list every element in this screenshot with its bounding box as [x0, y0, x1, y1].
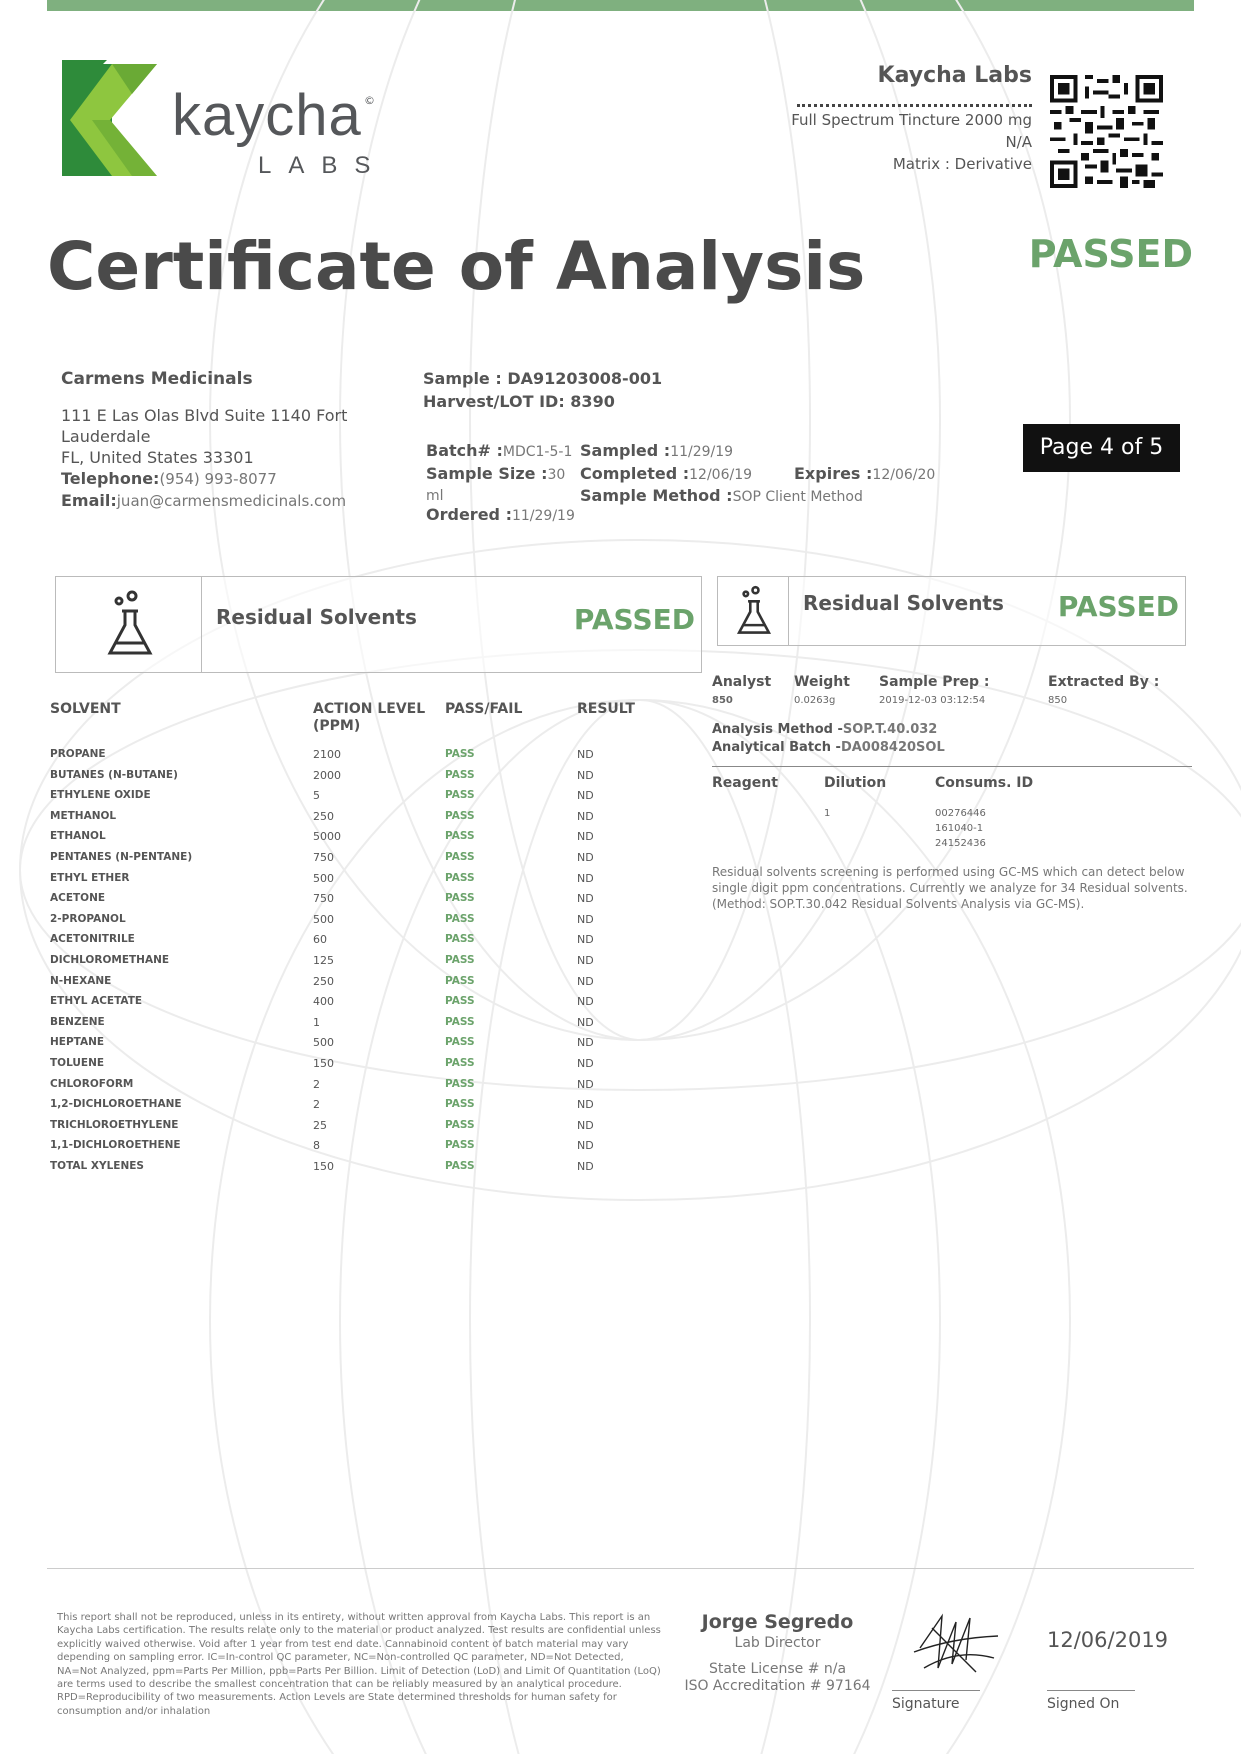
- sample-size-unit: [426, 485, 444, 504]
- action-level: 250: [313, 974, 334, 988]
- solvent-name: N-HEXANE: [50, 974, 112, 987]
- extracted-by-value: 850: [1048, 695, 1068, 706]
- table-row: [50, 954, 690, 975]
- state-license: State License # n/a: [708, 1661, 847, 1677]
- table-row: [50, 748, 690, 769]
- sample-label: Sample :: [423, 369, 502, 388]
- action-level: 1: [313, 1015, 320, 1029]
- expires-value: 12/06/20: [872, 467, 936, 483]
- flask-icon: [736, 585, 772, 637]
- pass-fail: PASS: [445, 1118, 475, 1131]
- result-value: ND: [577, 830, 594, 844]
- pass-fail: PASS: [445, 871, 475, 884]
- action-level: 2: [313, 1098, 320, 1112]
- pass-fail: PASS: [445, 995, 475, 1008]
- logo-subtitle: LABS: [258, 152, 388, 179]
- panel-title-right: Residual Solvents: [803, 591, 1004, 615]
- table-row: [50, 1160, 690, 1181]
- result-value: ND: [577, 995, 594, 1009]
- result-value: ND: [577, 789, 594, 803]
- solvent-name: ETHYL ETHER: [50, 871, 130, 884]
- result-value: ND: [577, 768, 594, 782]
- table-row: [50, 1016, 690, 1037]
- completed-label: Completed :: [580, 464, 690, 483]
- action-level: 500: [313, 871, 334, 885]
- pass-fail: PASS: [445, 1057, 475, 1069]
- table-row: [50, 995, 690, 1016]
- analytical-batch: [712, 740, 945, 755]
- disclaimer-text: This report shall not be reproduced, unless in its entirety, without written approval from Kaycha Labs. This report is an Kaycha Labs certification. The results relate only to the material or product analyzed. Test results are confidential unless explicitly waived otherwise. Void after 1 year from test end date. Cannabinoid content of batch material may vary depending on sampling error. IC=In-control QC parameter, NC=Non-controlled QC parameter, ND=Not Detected, NA=Not Analyzed, ppm=Parts Per Million, ppb=Parts Per Billion. Limit of Detection (LoD) and Limit Of Quantitation (LoQ) are terms used to describe the smallest concentration that can be reliably measured by an analytical procedure. RPD=Reproducibility of two measurements. Action Levels are State determined thresholds for human safety for consumption and/or inhalation: [57, 1612, 661, 1717]
- pass-fail: PASS: [445, 954, 475, 966]
- page-title: Certificate of Analysis: [47, 228, 866, 305]
- pass-fail: PASS: [445, 1036, 475, 1049]
- action-level: 5: [313, 789, 320, 803]
- logo-registered-mark: ©: [364, 94, 375, 107]
- batch-field: [426, 441, 572, 460]
- signature-label: Signature: [892, 1696, 960, 1712]
- lot-label: Harvest/LOT ID:: [423, 392, 565, 411]
- solvent-name: PROPANE: [50, 748, 106, 760]
- analysis-method-value: SOP.T.40.032: [842, 722, 938, 737]
- result-value: ND: [577, 1077, 594, 1091]
- sample-prep-value: 2019-12-03 03:12:54: [879, 695, 986, 706]
- logo-wordmark: kaycha: [172, 83, 362, 148]
- product-na: N/A: [1005, 133, 1032, 151]
- dilution-value: 1: [824, 808, 831, 819]
- method-note: Residual solvents screening is performed using GC-MS which can detect below single digit ppm concentrations. Currently we analyze for 34 Residual solvents. (Method: SOP.T.30.042 Residual Solvents Analysis via GC-MS).: [712, 865, 1188, 911]
- sample-size-unit-value: ml: [426, 488, 444, 504]
- table-row: [50, 789, 690, 810]
- analyst-value: 850: [712, 695, 733, 706]
- panel-icon-cell: [56, 577, 202, 672]
- solvent-name: HEPTANE: [50, 1036, 105, 1049]
- action-level: 2100: [313, 748, 341, 761]
- sampled-label: Sampled :: [580, 441, 671, 460]
- table-row: [50, 933, 690, 954]
- panel-icon-cell-right: [718, 577, 789, 645]
- panel-status-right: PASSED: [1057, 590, 1179, 623]
- action-level: 25: [313, 1118, 327, 1132]
- table-row: [50, 975, 690, 996]
- result-value: ND: [577, 954, 594, 967]
- table-row: [50, 1057, 690, 1078]
- reagent-label: Reagent: [712, 775, 778, 791]
- action-level: 2000: [313, 768, 341, 782]
- sample-size-value: 30: [547, 467, 566, 483]
- product-name: Full Spectrum Tincture 2000 mg: [791, 111, 1032, 129]
- telephone-value: (954) 993-8077: [159, 470, 277, 488]
- solvent-name: PENTANES (N-PENTANE): [50, 851, 193, 863]
- ordered-value: 11/29/19: [511, 508, 575, 524]
- signed-on-line: [1047, 1690, 1135, 1691]
- footer-divider: [47, 1568, 1194, 1569]
- iso-accreditation: ISO Accreditation # 97164: [684, 1678, 871, 1694]
- dotted-divider: [797, 104, 1032, 107]
- result-value: ND: [577, 912, 594, 926]
- extracted-by-label: Extracted By :: [1048, 674, 1160, 690]
- qr-code[interactable]: [1050, 75, 1163, 188]
- overall-status-badge: PASSED: [1028, 232, 1193, 276]
- sample-value: DA91203008-001: [507, 369, 663, 388]
- table-row: [50, 1119, 690, 1140]
- solvent-name: 1,2-DICHLOROETHANE: [50, 1098, 182, 1111]
- table-row: [50, 1036, 690, 1057]
- pass-fail: PASS: [445, 830, 475, 843]
- expires-field: [794, 464, 935, 483]
- solvent-name: TRICHLOROETHYLENE: [50, 1118, 179, 1131]
- result-value: ND: [577, 1015, 594, 1029]
- action-level: 150: [313, 1057, 334, 1070]
- panel-status-left: PASSED: [573, 603, 695, 636]
- action-level: 750: [313, 851, 334, 864]
- residual-solvents-panel-left: [55, 576, 702, 673]
- product-matrix: Matrix : Derivative: [892, 155, 1032, 173]
- col-header-action-unit: (PPM): [313, 718, 361, 734]
- result-value: ND: [577, 892, 594, 906]
- solvent-name: BUTANES (N-BUTANE): [50, 768, 178, 781]
- analyst-label: Analyst: [712, 674, 772, 690]
- solvent-name: ETHYL ACETATE: [50, 995, 143, 1008]
- client-address-line-3: FL, United States 33301: [61, 448, 254, 467]
- result-value: ND: [577, 871, 594, 885]
- ordered-label: Ordered :: [426, 505, 512, 524]
- weight-label: Weight: [794, 674, 850, 690]
- sample-method-label: Sample Method :: [580, 486, 733, 505]
- signer-title: Lab Director: [734, 1635, 821, 1651]
- dilution-label: Dilution: [824, 775, 887, 791]
- result-value: ND: [577, 974, 594, 988]
- consums-id-3: 24152436: [935, 838, 986, 849]
- pass-fail: PASS: [445, 1077, 475, 1090]
- client-email: [61, 490, 346, 512]
- residual-solvents-panel-right: [717, 576, 1186, 646]
- action-level: 5000: [313, 830, 341, 844]
- table-row: [50, 810, 690, 831]
- pass-fail: PASS: [445, 789, 475, 802]
- solvent-name: ETHANOL: [50, 830, 106, 843]
- table-row: [50, 851, 690, 872]
- col-header-result: RESULT: [577, 701, 635, 717]
- batch-label: Batch# :: [426, 441, 503, 460]
- analysis-method: [712, 722, 937, 737]
- client-name: Carmens Medicinals: [61, 369, 253, 389]
- sample-prep-label: Sample Prep :: [879, 674, 990, 690]
- pass-fail: PASS: [445, 748, 475, 760]
- result-value: ND: [577, 1118, 594, 1132]
- solvent-name: METHANOL: [50, 809, 117, 822]
- action-level: 400: [313, 995, 334, 1009]
- lot-value: 8390: [570, 392, 615, 411]
- pass-fail: PASS: [445, 851, 475, 863]
- action-level: 500: [313, 912, 334, 926]
- panel-title-left: Residual Solvents: [216, 605, 417, 629]
- telephone-label: Telephone:: [61, 469, 160, 488]
- table-row: [50, 872, 690, 893]
- solvent-name: ETHYLENE OXIDE: [50, 789, 151, 802]
- pass-fail: PASS: [445, 1160, 475, 1172]
- weight-value: 0.0263g: [794, 695, 836, 706]
- action-level: 125: [313, 954, 334, 967]
- col-header-action-level: [313, 701, 425, 735]
- solvent-name: TOTAL XYLENES: [50, 1160, 144, 1172]
- sample-size-label: Sample Size :: [426, 464, 548, 483]
- table-row: [50, 913, 690, 934]
- sample-method-field: [580, 486, 863, 505]
- pass-fail: PASS: [445, 933, 475, 946]
- analytical-batch-value: DA008420SOL: [840, 740, 945, 755]
- result-value: ND: [577, 1036, 594, 1050]
- pass-fail: PASS: [445, 892, 475, 905]
- completed-field: [580, 464, 752, 483]
- table-row: [50, 892, 690, 913]
- table-row: [50, 830, 690, 851]
- pass-fail: PASS: [445, 974, 475, 987]
- lab-name: Kaycha Labs: [877, 63, 1032, 88]
- signature-line: [892, 1690, 980, 1691]
- table-row: [50, 1078, 690, 1099]
- client-telephone: [61, 468, 277, 490]
- signature-image: [912, 1608, 1002, 1680]
- solvent-name: ACETONITRILE: [50, 933, 135, 946]
- col-header-solvent: SOLVENT: [50, 701, 121, 717]
- result-value: ND: [577, 933, 594, 947]
- sampled-field: [580, 441, 733, 460]
- lot-id: [423, 392, 615, 411]
- action-level: 150: [313, 1160, 334, 1173]
- sample-size-field: [426, 464, 565, 483]
- completed-value: 12/06/19: [689, 467, 753, 483]
- action-level: 2: [313, 1077, 320, 1091]
- details-divider: [712, 766, 1192, 767]
- result-value: ND: [577, 809, 594, 823]
- analysis-method-label: Analysis Method -: [712, 722, 843, 737]
- result-value: ND: [577, 851, 594, 864]
- consums-id-label: Consums. ID: [935, 775, 1034, 791]
- table-row: [50, 1139, 690, 1160]
- email-value: juan@carmensmedicinals.com: [116, 492, 347, 510]
- sample-id: [423, 369, 662, 388]
- solvent-name: DICHLOROMETHANE: [50, 954, 170, 966]
- expires-label: Expires :: [794, 464, 873, 483]
- action-level: 500: [313, 1036, 334, 1050]
- solvent-name: 1,1-DICHLOROETHENE: [50, 1139, 181, 1152]
- result-value: ND: [577, 1057, 594, 1070]
- pass-fail: PASS: [445, 768, 475, 781]
- pass-fail: PASS: [445, 1139, 475, 1152]
- solvent-name: 2-PROPANOL: [50, 912, 126, 925]
- ordered-field: [426, 505, 575, 524]
- result-value: ND: [577, 1160, 594, 1173]
- solvent-name: TOLUENE: [50, 1057, 105, 1069]
- result-value: ND: [577, 748, 594, 761]
- action-level: 250: [313, 809, 334, 823]
- consums-id-2: 161040-1: [935, 823, 984, 834]
- signer-name: Jorge Segredo: [701, 1611, 854, 1633]
- pass-fail: PASS: [445, 1098, 475, 1111]
- col-header-action-label: ACTION LEVEL: [313, 701, 426, 717]
- solvent-name: CHLOROFORM: [50, 1077, 134, 1090]
- page-indicator: Page 4 of 5: [1023, 424, 1180, 472]
- pass-fail: PASS: [445, 809, 475, 822]
- client-address-line-2: Lauderdale: [61, 427, 151, 446]
- sample-method-value: SOP Client Method: [732, 489, 863, 505]
- consums-id-1: 00276446: [935, 808, 986, 819]
- action-level: 60: [313, 933, 327, 947]
- pass-fail: PASS: [445, 912, 475, 925]
- solvent-name: BENZENE: [50, 1015, 105, 1028]
- email-label: Email:: [61, 491, 117, 510]
- client-address-line-1: 111 E Las Olas Blvd Suite 1140 Fort: [61, 406, 348, 425]
- action-level: 750: [313, 892, 334, 906]
- result-value: ND: [577, 1098, 594, 1112]
- signed-date: 12/06/2019: [1047, 1628, 1169, 1652]
- result-value: ND: [577, 1139, 594, 1153]
- solvent-name: ACETONE: [50, 892, 106, 905]
- table-row: [50, 769, 690, 790]
- batch-value: MDC1-5-1: [502, 444, 573, 460]
- flask-icon: [106, 589, 154, 659]
- pass-fail: PASS: [445, 1015, 475, 1028]
- analytical-batch-label: Analytical Batch -: [712, 740, 841, 755]
- sampled-value: 11/29/19: [670, 444, 734, 460]
- signed-on-label: Signed On: [1047, 1696, 1120, 1712]
- action-level: 8: [313, 1139, 320, 1153]
- table-row: [50, 1098, 690, 1119]
- col-header-pass-fail: PASS/FAIL: [445, 701, 523, 717]
